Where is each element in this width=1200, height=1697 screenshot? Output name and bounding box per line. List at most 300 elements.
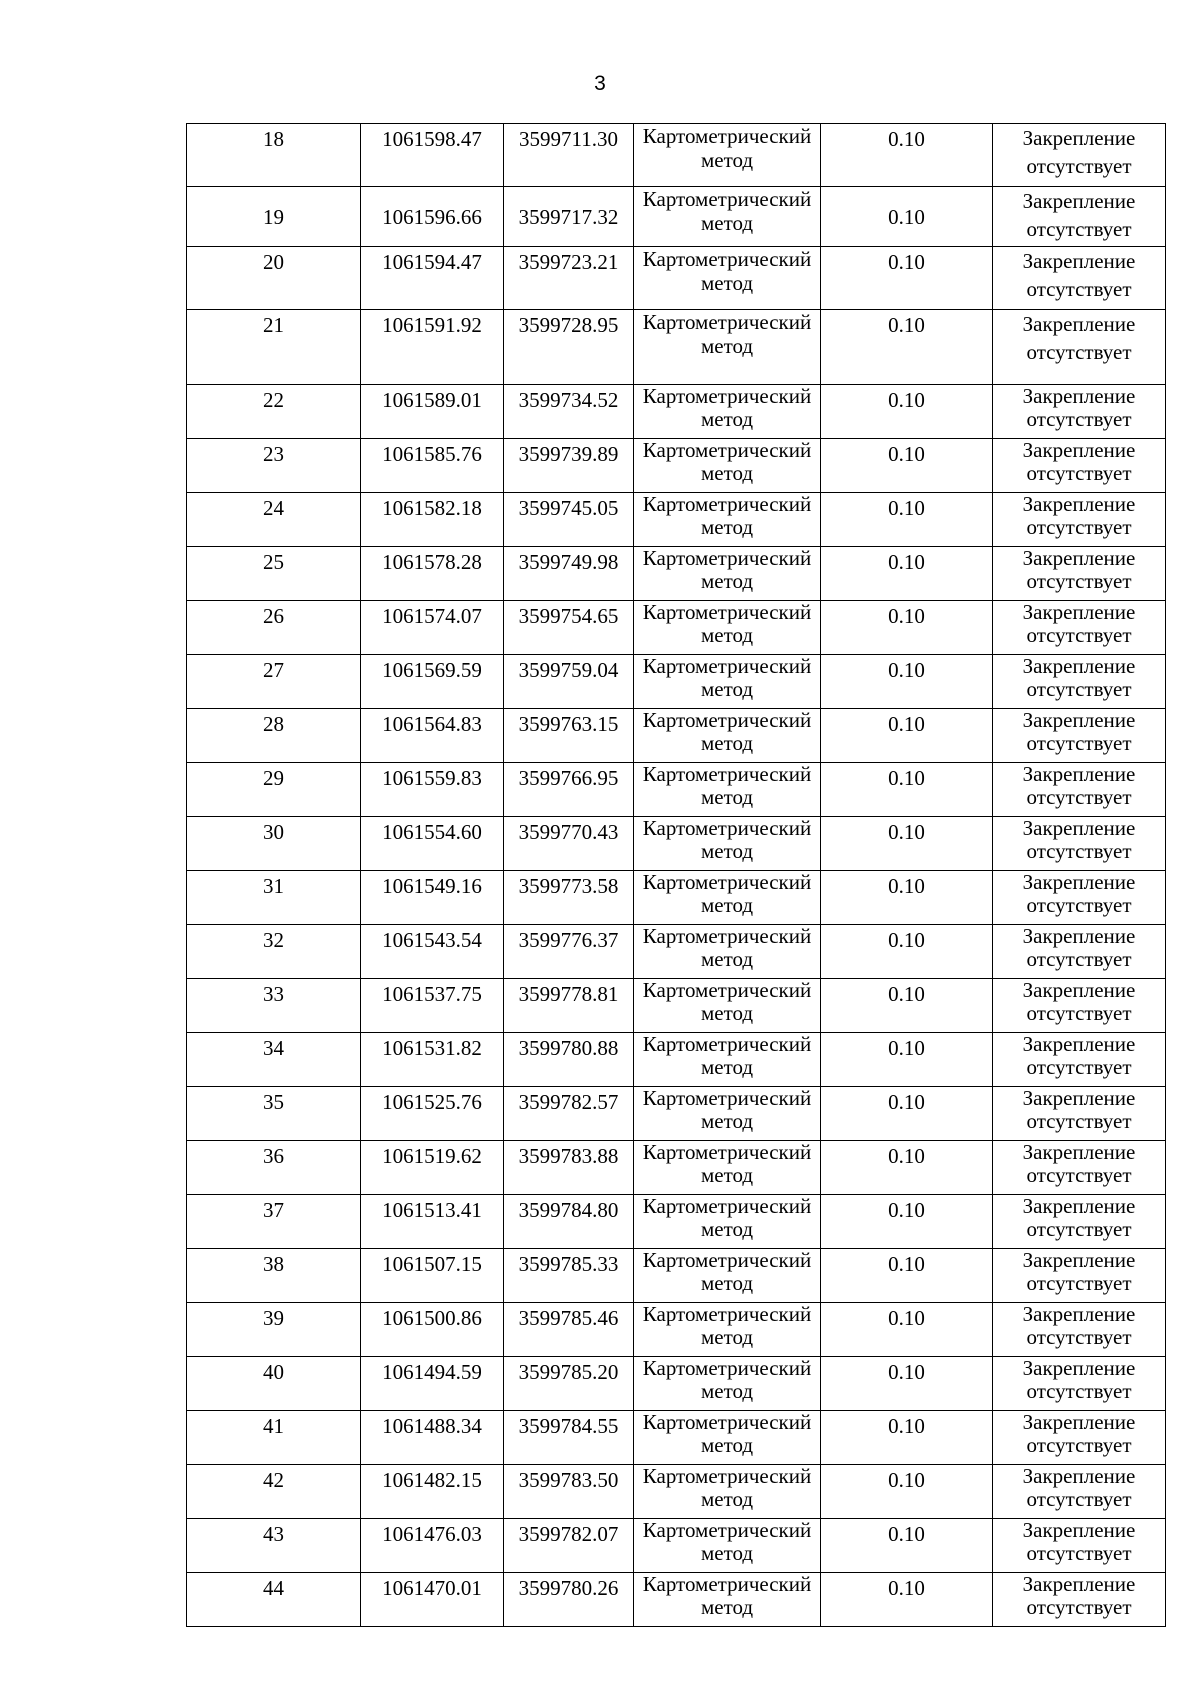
x-coordinate-cell: 1061594.47 (361, 247, 504, 310)
y-coordinate-cell: 3599785.46 (504, 1303, 634, 1357)
method-line-1: Картометрический (642, 1572, 812, 1596)
fixation-line-2: отсутствует (1026, 1379, 1132, 1403)
method-cell (634, 655, 821, 709)
table-row (187, 247, 1166, 310)
x-coordinate-cell: 1061488.34 (361, 1411, 504, 1465)
method-line-1: Картометрический (642, 384, 812, 408)
fixation-line-1: Закрепление (1022, 126, 1136, 150)
method-cell (634, 310, 821, 385)
fixation-line-2: отсутствует (1026, 217, 1132, 241)
fixation-cell (993, 871, 1166, 925)
point-number-cell: 23 (187, 439, 361, 493)
method-line-1: Картометрический (642, 1086, 812, 1110)
fixation-cell (993, 439, 1166, 493)
error-cell: 0.10 (821, 1465, 993, 1519)
method-line-1: Картометрический (642, 600, 812, 624)
method-line-2: метод (700, 1109, 754, 1133)
x-coordinate-cell: 1061476.03 (361, 1519, 504, 1573)
method-line-2: метод (700, 677, 754, 701)
method-line-1: Картометрический (642, 187, 812, 211)
method-line-1: Картометрический (642, 816, 812, 840)
fixation-line-2: отсутствует (1026, 407, 1132, 431)
fixation-line-2: отсутствует (1026, 785, 1132, 809)
table-row (187, 187, 1166, 247)
y-coordinate-cell: 3599723.21 (504, 247, 634, 310)
y-coordinate-cell: 3599784.80 (504, 1195, 634, 1249)
fixation-cell (993, 310, 1166, 385)
fixation-cell (993, 763, 1166, 817)
method-line-1: Картометрический (642, 1410, 812, 1434)
x-coordinate-cell: 1061578.28 (361, 547, 504, 601)
method-line-1: Картометрический (642, 870, 812, 894)
method-line-2: метод (700, 334, 754, 358)
fixation-cell (993, 1357, 1166, 1411)
fixation-line-1: Закрепление (1022, 654, 1136, 678)
table-row (187, 1411, 1166, 1465)
fixation-line-1: Закрепление (1022, 600, 1136, 624)
fixation-line-2: отсутствует (1026, 277, 1132, 301)
method-line-2: метод (700, 1163, 754, 1187)
fixation-cell (993, 817, 1166, 871)
point-number-cell: 37 (187, 1195, 361, 1249)
fixation-cell (993, 709, 1166, 763)
method-line-2: метод (700, 1487, 754, 1511)
y-coordinate-cell: 3599778.81 (504, 979, 634, 1033)
table-row (187, 124, 1166, 187)
method-line-2: метод (700, 1217, 754, 1241)
x-coordinate-cell: 1061591.92 (361, 310, 504, 385)
fixation-cell (993, 547, 1166, 601)
method-cell (634, 1465, 821, 1519)
y-coordinate-cell: 3599717.32 (504, 187, 634, 247)
method-line-1: Картометрический (642, 1194, 812, 1218)
x-coordinate-cell: 1061569.59 (361, 655, 504, 709)
method-line-2: метод (700, 785, 754, 809)
fixation-cell (993, 601, 1166, 655)
method-line-2: метод (700, 461, 754, 485)
method-cell (634, 1573, 821, 1627)
point-number-cell: 31 (187, 871, 361, 925)
method-line-1: Картометрический (642, 978, 812, 1002)
table-row (187, 1087, 1166, 1141)
fixation-line-1: Закрепление (1022, 762, 1136, 786)
fixation-cell (993, 1087, 1166, 1141)
method-line-1: Картометрический (642, 708, 812, 732)
table-row (187, 493, 1166, 547)
error-cell: 0.10 (821, 547, 993, 601)
method-line-2: метод (700, 569, 754, 593)
error-cell: 0.10 (821, 439, 993, 493)
point-number-cell: 26 (187, 601, 361, 655)
fixation-line-1: Закрепление (1022, 870, 1136, 894)
x-coordinate-cell: 1061482.15 (361, 1465, 504, 1519)
table-row (187, 817, 1166, 871)
fixation-cell (993, 1141, 1166, 1195)
fixation-cell (993, 1033, 1166, 1087)
table-row (187, 310, 1166, 385)
method-line-2: метод (700, 1595, 754, 1619)
y-coordinate-cell: 3599785.33 (504, 1249, 634, 1303)
table-row (187, 385, 1166, 439)
x-coordinate-cell: 1061574.07 (361, 601, 504, 655)
method-line-2: метод (700, 623, 754, 647)
fixation-line-1: Закрепление (1022, 1302, 1136, 1326)
method-line-2: метод (700, 148, 754, 172)
point-number-cell: 27 (187, 655, 361, 709)
method-line-2: метод (700, 731, 754, 755)
fixation-line-1: Закрепление (1022, 1140, 1136, 1164)
y-coordinate-cell: 3599754.65 (504, 601, 634, 655)
error-cell: 0.10 (821, 655, 993, 709)
fixation-cell (993, 1303, 1166, 1357)
x-coordinate-cell: 1061531.82 (361, 1033, 504, 1087)
method-line-1: Картометрический (642, 1356, 812, 1380)
point-number-cell: 42 (187, 1465, 361, 1519)
method-line-2: метод (700, 947, 754, 971)
method-cell (634, 1303, 821, 1357)
method-line-1: Картометрический (642, 438, 812, 462)
error-cell: 0.10 (821, 385, 993, 439)
fixation-line-1: Закрепление (1022, 708, 1136, 732)
method-cell (634, 1411, 821, 1465)
method-cell (634, 1033, 821, 1087)
page-number: 3 (594, 72, 606, 95)
x-coordinate-cell: 1061519.62 (361, 1141, 504, 1195)
method-cell (634, 493, 821, 547)
method-cell (634, 247, 821, 310)
fixation-line-1: Закрепление (1022, 384, 1136, 408)
method-line-2: метод (700, 893, 754, 917)
point-number-cell: 18 (187, 124, 361, 187)
fixation-line-2: отсутствует (1026, 340, 1132, 364)
method-cell (634, 1141, 821, 1195)
fixation-line-2: отсутствует (1026, 623, 1132, 647)
point-number-cell: 28 (187, 709, 361, 763)
method-line-2: метод (700, 515, 754, 539)
error-cell: 0.10 (821, 1519, 993, 1573)
fixation-line-2: отсутствует (1026, 1055, 1132, 1079)
x-coordinate-cell: 1061589.01 (361, 385, 504, 439)
method-cell (634, 925, 821, 979)
table-row (187, 1465, 1166, 1519)
fixation-line-2: отсутствует (1026, 731, 1132, 755)
y-coordinate-cell: 3599782.07 (504, 1519, 634, 1573)
fixation-cell (993, 1195, 1166, 1249)
point-number-cell: 30 (187, 817, 361, 871)
y-coordinate-cell: 3599783.50 (504, 1465, 634, 1519)
method-line-1: Картометрический (642, 1032, 812, 1056)
fixation-line-2: отсутствует (1026, 839, 1132, 863)
table-row (187, 709, 1166, 763)
fixation-line-1: Закрепление (1022, 978, 1136, 1002)
method-line-1: Картометрический (642, 924, 812, 948)
fixation-line-1: Закрепление (1022, 1086, 1136, 1110)
y-coordinate-cell: 3599783.88 (504, 1141, 634, 1195)
method-line-2: метод (700, 1433, 754, 1457)
fixation-line-1: Закрепление (1022, 492, 1136, 516)
method-cell (634, 439, 821, 493)
fixation-line-2: отсутствует (1026, 1541, 1132, 1565)
table-row (187, 925, 1166, 979)
fixation-line-1: Закрепление (1022, 1572, 1136, 1596)
x-coordinate-cell: 1061500.86 (361, 1303, 504, 1357)
point-number-cell: 20 (187, 247, 361, 310)
fixation-line-2: отсутствует (1026, 1217, 1132, 1241)
method-cell (634, 979, 821, 1033)
y-coordinate-cell: 3599728.95 (504, 310, 634, 385)
method-cell (634, 871, 821, 925)
fixation-cell (993, 1249, 1166, 1303)
error-cell: 0.10 (821, 709, 993, 763)
coordinates-table (186, 123, 1166, 1627)
fixation-cell (993, 979, 1166, 1033)
x-coordinate-cell: 1061543.54 (361, 925, 504, 979)
y-coordinate-cell: 3599780.88 (504, 1033, 634, 1087)
point-number-cell: 35 (187, 1087, 361, 1141)
table-row (187, 979, 1166, 1033)
method-line-1: Картометрический (642, 762, 812, 786)
fixation-line-2: отсутствует (1026, 1001, 1132, 1025)
table-row (187, 1033, 1166, 1087)
x-coordinate-cell: 1061470.01 (361, 1573, 504, 1627)
method-cell (634, 601, 821, 655)
fixation-line-1: Закрепление (1022, 312, 1136, 336)
method-cell (634, 709, 821, 763)
fixation-cell (993, 1573, 1166, 1627)
fixation-line-1: Закрепление (1022, 546, 1136, 570)
table-row (187, 1141, 1166, 1195)
error-cell: 0.10 (821, 601, 993, 655)
error-cell: 0.10 (821, 1141, 993, 1195)
x-coordinate-cell: 1061596.66 (361, 187, 504, 247)
x-coordinate-cell: 1061554.60 (361, 817, 504, 871)
fixation-cell (993, 247, 1166, 310)
method-cell (634, 1357, 821, 1411)
table-row (187, 655, 1166, 709)
table-row (187, 439, 1166, 493)
point-number-cell: 39 (187, 1303, 361, 1357)
method-line-1: Картометрический (642, 1464, 812, 1488)
method-line-1: Картометрический (642, 492, 812, 516)
fixation-line-1: Закрепление (1022, 816, 1136, 840)
fixation-line-2: отсутствует (1026, 1271, 1132, 1295)
error-cell: 0.10 (821, 124, 993, 187)
point-number-cell: 22 (187, 385, 361, 439)
x-coordinate-cell: 1061559.83 (361, 763, 504, 817)
table-row (187, 763, 1166, 817)
y-coordinate-cell: 3599749.98 (504, 547, 634, 601)
method-line-1: Картометрический (642, 546, 812, 570)
x-coordinate-cell: 1061525.76 (361, 1087, 504, 1141)
x-coordinate-cell: 1061549.16 (361, 871, 504, 925)
method-line-1: Картометрический (642, 1518, 812, 1542)
method-line-2: метод (700, 1325, 754, 1349)
error-cell: 0.10 (821, 1249, 993, 1303)
fixation-cell (993, 124, 1166, 187)
method-line-2: метод (700, 1001, 754, 1025)
point-number-cell: 41 (187, 1411, 361, 1465)
error-cell: 0.10 (821, 187, 993, 247)
method-cell (634, 817, 821, 871)
method-cell (634, 1087, 821, 1141)
error-cell: 0.10 (821, 310, 993, 385)
fixation-cell (993, 187, 1166, 247)
y-coordinate-cell: 3599734.52 (504, 385, 634, 439)
point-number-cell: 44 (187, 1573, 361, 1627)
error-cell: 0.10 (821, 979, 993, 1033)
fixation-line-1: Закрепление (1022, 1464, 1136, 1488)
error-cell: 0.10 (821, 1573, 993, 1627)
x-coordinate-cell: 1061494.59 (361, 1357, 504, 1411)
point-number-cell: 33 (187, 979, 361, 1033)
method-line-1: Картометрический (642, 1302, 812, 1326)
fixation-line-2: отсутствует (1026, 1595, 1132, 1619)
error-cell: 0.10 (821, 925, 993, 979)
table-row (187, 871, 1166, 925)
method-cell (634, 763, 821, 817)
y-coordinate-cell: 3599784.55 (504, 1411, 634, 1465)
fixation-line-2: отсутствует (1026, 154, 1132, 178)
point-number-cell: 43 (187, 1519, 361, 1573)
point-number-cell: 40 (187, 1357, 361, 1411)
fixation-line-1: Закрепление (1022, 1248, 1136, 1272)
method-line-2: метод (700, 271, 754, 295)
fixation-line-2: отсутствует (1026, 1325, 1132, 1349)
point-number-cell: 24 (187, 493, 361, 547)
x-coordinate-cell: 1061507.15 (361, 1249, 504, 1303)
point-number-cell: 34 (187, 1033, 361, 1087)
method-cell (634, 187, 821, 247)
error-cell: 0.10 (821, 1033, 993, 1087)
fixation-line-1: Закрепление (1022, 438, 1136, 462)
method-line-1: Картометрический (642, 247, 812, 271)
y-coordinate-cell: 3599773.58 (504, 871, 634, 925)
error-cell: 0.10 (821, 1303, 993, 1357)
method-cell (634, 124, 821, 187)
fixation-line-1: Закрепление (1022, 1518, 1136, 1542)
method-line-2: метод (700, 211, 754, 235)
x-coordinate-cell: 1061598.47 (361, 124, 504, 187)
method-cell (634, 1249, 821, 1303)
y-coordinate-cell: 3599739.89 (504, 439, 634, 493)
fixation-line-2: отсутствует (1026, 677, 1132, 701)
fixation-line-1: Закрепление (1022, 924, 1136, 948)
fixation-line-2: отсутствует (1026, 1163, 1132, 1187)
y-coordinate-cell: 3599782.57 (504, 1087, 634, 1141)
y-coordinate-cell: 3599770.43 (504, 817, 634, 871)
x-coordinate-cell: 1061564.83 (361, 709, 504, 763)
method-line-1: Картометрический (642, 1140, 812, 1164)
fixation-cell (993, 1519, 1166, 1573)
y-coordinate-cell: 3599785.20 (504, 1357, 634, 1411)
error-cell: 0.10 (821, 1411, 993, 1465)
method-line-2: метод (700, 839, 754, 863)
point-number-cell: 21 (187, 310, 361, 385)
table-row (187, 1573, 1166, 1627)
method-line-2: метод (700, 1379, 754, 1403)
y-coordinate-cell: 3599759.04 (504, 655, 634, 709)
y-coordinate-cell: 3599763.15 (504, 709, 634, 763)
y-coordinate-cell: 3599780.26 (504, 1573, 634, 1627)
fixation-line-2: отсутствует (1026, 461, 1132, 485)
point-number-cell: 29 (187, 763, 361, 817)
table-row (187, 547, 1166, 601)
y-coordinate-cell: 3599766.95 (504, 763, 634, 817)
method-line-2: метод (700, 1541, 754, 1565)
x-coordinate-cell: 1061513.41 (361, 1195, 504, 1249)
table-body (187, 124, 1166, 1627)
method-line-1: Картометрический (642, 1248, 812, 1272)
fixation-cell (993, 925, 1166, 979)
fixation-line-2: отсутствует (1026, 1433, 1132, 1457)
method-cell (634, 385, 821, 439)
method-line-2: метод (700, 1055, 754, 1079)
method-line-2: метод (700, 407, 754, 431)
table-row (187, 1357, 1166, 1411)
fixation-line-1: Закрепление (1022, 1032, 1136, 1056)
fixation-line-2: отсутствует (1026, 515, 1132, 539)
y-coordinate-cell: 3599711.30 (504, 124, 634, 187)
error-cell: 0.10 (821, 871, 993, 925)
fixation-cell (993, 1411, 1166, 1465)
fixation-line-2: отсутствует (1026, 893, 1132, 917)
fixation-cell (993, 385, 1166, 439)
fixation-cell (993, 655, 1166, 709)
table-row (187, 1519, 1166, 1573)
table-row (187, 1249, 1166, 1303)
error-cell: 0.10 (821, 493, 993, 547)
fixation-line-1: Закрепление (1022, 249, 1136, 273)
point-number-cell: 19 (187, 187, 361, 247)
fixation-cell (993, 1465, 1166, 1519)
fixation-line-1: Закрепление (1022, 1356, 1136, 1380)
fixation-line-1: Закрепление (1022, 189, 1136, 213)
fixation-line-1: Закрепление (1022, 1194, 1136, 1218)
error-cell: 0.10 (821, 1195, 993, 1249)
point-number-cell: 25 (187, 547, 361, 601)
method-cell (634, 1519, 821, 1573)
table-row (187, 601, 1166, 655)
method-cell (634, 1195, 821, 1249)
table-row (187, 1303, 1166, 1357)
point-number-cell: 38 (187, 1249, 361, 1303)
error-cell: 0.10 (821, 1087, 993, 1141)
fixation-line-2: отсутствует (1026, 947, 1132, 971)
fixation-line-2: отсутствует (1026, 1487, 1132, 1511)
error-cell: 0.10 (821, 817, 993, 871)
x-coordinate-cell: 1061585.76 (361, 439, 504, 493)
method-cell (634, 547, 821, 601)
fixation-line-2: отсутствует (1026, 1109, 1132, 1133)
point-number-cell: 36 (187, 1141, 361, 1195)
method-line-1: Картометрический (642, 310, 812, 334)
x-coordinate-cell: 1061537.75 (361, 979, 504, 1033)
error-cell: 0.10 (821, 247, 993, 310)
table-row (187, 1195, 1166, 1249)
y-coordinate-cell: 3599776.37 (504, 925, 634, 979)
fixation-line-2: отсутствует (1026, 569, 1132, 593)
error-cell: 0.10 (821, 763, 993, 817)
x-coordinate-cell: 1061582.18 (361, 493, 504, 547)
fixation-line-1: Закрепление (1022, 1410, 1136, 1434)
fixation-cell (993, 493, 1166, 547)
method-line-1: Картометрический (642, 124, 812, 148)
error-cell: 0.10 (821, 1357, 993, 1411)
point-number-cell: 32 (187, 925, 361, 979)
method-line-2: метод (700, 1271, 754, 1295)
method-line-1: Картометрический (642, 654, 812, 678)
y-coordinate-cell: 3599745.05 (504, 493, 634, 547)
